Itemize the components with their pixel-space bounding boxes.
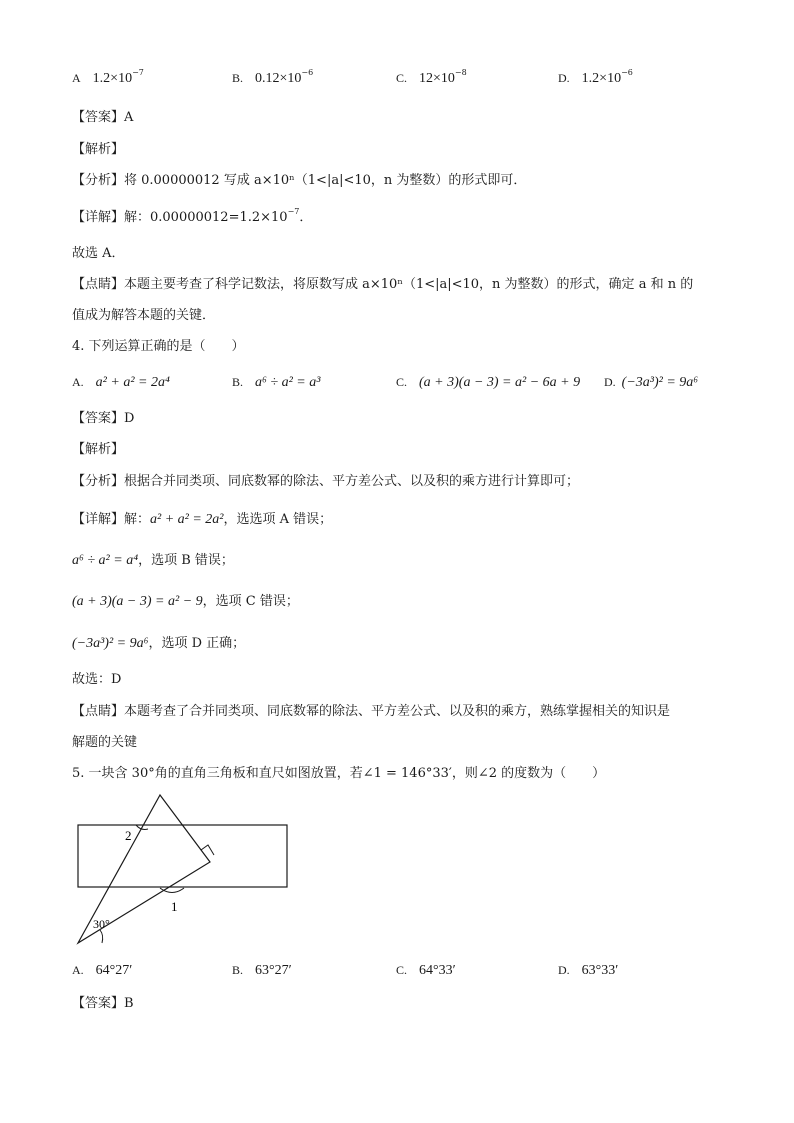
q5-option-a: A. 64°27′ [72,963,133,978]
q3-jiexi-heading: 【解析】 [72,142,125,157]
q5-option-d: D. 63°33′ [558,963,619,978]
q4-jiexi-heading: 【解析】 [72,442,125,457]
q3-option-b: B. $0.12\times 10^{-6}$ [232,68,314,86]
q3-option-d: D. $1.2\times 10^{-6}$ [558,68,633,86]
q3-dianjing-line1: 【点睛】本题主要考查了科学记数法，将原数写成 a×10ⁿ（1<|a|<10，n 为整数）的形式，确定 a 和 n 的 [72,277,694,292]
angle-30-label: 30° [93,917,110,931]
q4-option-d: D. (−3a³)² = 9a⁶ [604,375,699,390]
q4-answer: 【答案】D [72,411,135,426]
angle-2-label: 2 [125,828,132,843]
q4-dianjing-line1: 【点睛】本题考查了合并同类项、同底数幂的除法、平方差公式、以及积的乘方，熟练掌握相关的知识是 [72,704,671,719]
q3-answer: 【答案】A [72,110,134,125]
q4-guxuan: 故选：D [72,672,122,687]
q3-fenxi: 【分析】将 0.00000012 写成 a×10ⁿ（1<|a|<10，n 为整数）的形式即可． [72,173,527,188]
q3-guxuan: 故选 A． [72,246,125,261]
angle-30-arc [100,930,103,943]
q5-answer: 【答案】B [72,996,134,1011]
q4-stem: 4. 下列运算正确的是（ ） [72,339,245,354]
angle-1-arc [160,888,184,893]
q5-option-c: C. 64°33′ [396,963,456,978]
q3-dianjing-line2: 值成为解答本题的关键． [72,308,216,323]
q3-option-c: C. $12\times 10^{-8}$ [396,68,467,86]
q4-option-b: B. a⁶ ÷ a² = a³ [232,375,321,390]
q4-step-1: 【详解】解：a² + a² = 2a²，选选项 A 错误； [72,512,333,527]
angle-1-label: 1 [171,899,178,914]
q4-option-a: A. a² + a² = 2a⁴ [72,375,170,390]
q4-step-3: (a + 3)(a − 3) = a² − 9，选项 C 错误； [72,594,299,609]
q4-option-c: C. (a + 3)(a − 3) = a² − 6a + 9 [396,375,581,390]
q4-dianjing-line2: 解题的关键 [72,735,138,750]
q4-fenxi: 【分析】根据合并同类项、同底数幂的除法、平方差公式、以及积的乘方进行计算即可； [72,474,580,489]
q3-option-a: A $1.2\times 10^{-7}$ [72,68,144,86]
q3-xiangjie: 【详解】解：$0.00000012=1.2\times 10^{-7}$． [72,207,313,225]
q5-figure [60,785,310,955]
q5-stem: 5. 一块含 30°角的直角三角板和直尺如图放置，若∠1 = 146°33′，则∠2 的度数为（ ） [72,766,606,781]
q4-step-4: (−3a³)² = 9a⁶，选项 D 正确； [72,636,246,651]
ruler-rectangle [78,825,287,887]
q5-option-b: B. 63°27′ [232,963,292,978]
q4-step-2: a⁶ ÷ a² = a⁴，选项 B 错误； [72,553,234,568]
